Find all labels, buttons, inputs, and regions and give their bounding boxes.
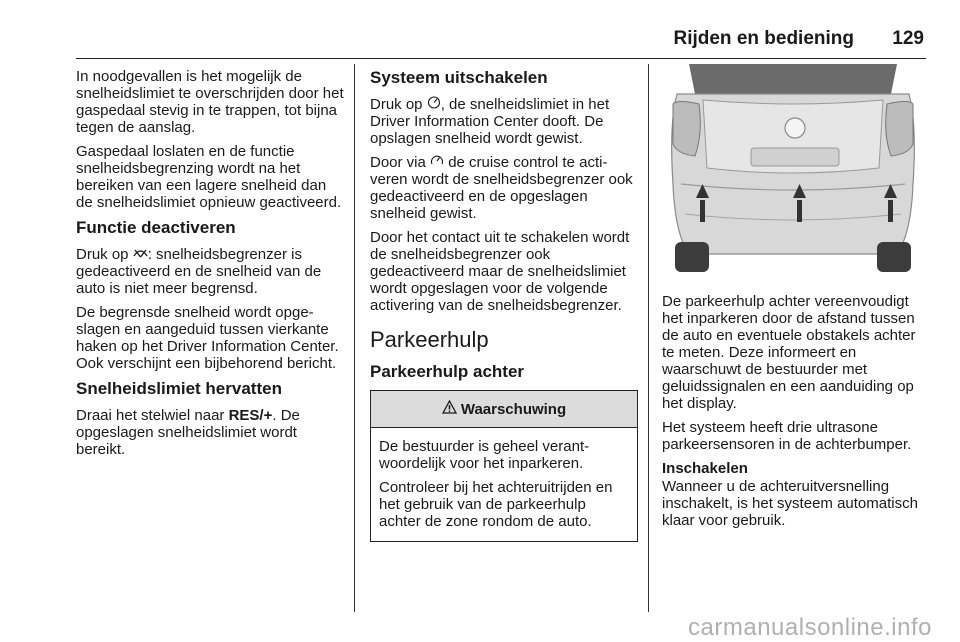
paragraph: In noodgevallen is het mogelijk de snelheidslimiet te overschrijden door het gaspedaal stevig in te trappen, tot bijna tegen de aanslag. [76,68,344,136]
paragraph: Door het contact uit te schakelen wordt de snelheidsbegrenzer ook gedeactiveerd maar de snelheidslimiet wordt opgeslagen voor de volgende activering van de snelheidsbegrenzer. [370,229,630,314]
heading-resume: Snelheidslimiet hervatten [76,379,282,398]
heading-switch-on: Inschakelen [662,460,748,477]
res-label: RES/+ [228,407,273,424]
paragraph: De parkeerhulp achter vereenvoudigt het inparkeren door de afstand tussen de auto en eventuele obstakels achter te meten. Deze informeert en waarschuwt de bestuurder met geluidssignalen en een aanduiding op het display. [662,293,916,412]
cruise-control-icon [430,154,444,171]
heading-parking: Parkeerhulp [370,327,489,352]
car-rear-illustration [659,64,927,284]
speed-limiter-icon [427,96,441,113]
paragraph: Druk op , de snelheidslimiet in het Driver Information Center dooft. De opslagen snelheid wordt gewist. [370,96,610,147]
paragraph: Door via de cruise control te activeren wordt de snelheidsbegrenzer ook gedeactiveerd en de opgeslagen snelheid gewist. [370,154,633,222]
section-title: Rijden en bediening [673,28,854,49]
watermark-logo: carmanualsonline.info [688,614,932,641]
column-left [76,68,344,465]
paragraph: Gaspedaal loslaten en de functie snelheidsbegrenzing wordt na het bereiken van een lagere snelheid dan de snelheidslimiet opnieuw geactiveerd. [76,143,342,211]
warning-text: De bestuurder is geheel verantwoordelijk voor het inparkeren. [379,438,590,472]
warning-header [371,391,637,428]
paragraph: De begrensde snelheid wordt opgeslagen en aangeduid tussen vierkante haken op het Driver Information Center. Ook verschijnt een bijbehorend bericht. [76,304,339,372]
page-number: 129 [892,28,924,49]
warning-box [370,390,638,542]
page-header [76,26,926,59]
paragraph: Draai het stelwiel naar RES/+. De opgeslagen snelheidslimiet wordt bereikt. [76,407,300,458]
heading-system-off: Systeem uitschakelen [370,68,548,87]
column-middle [370,68,638,542]
paragraph: Wanneer u de achteruitversnelling inschakelt, is het systeem automatisch klaar voor gebruik. [662,478,918,529]
heading-parking-rear: Parkeerhulp achter [370,362,525,381]
paragraph: Druk op : snelheidsbegrenzer is gedeactiveerd en de snelheid van de auto is niet meer begrensd. [76,246,322,297]
column-right [662,293,930,536]
warning-text: Controleer bij het achteruitrijden en het gebruik van de parkeerhulp achter de zone rondom de auto. [379,479,613,530]
column-divider [648,64,649,612]
column-divider [354,64,355,612]
heading-deactivate: Functie deactiveren [76,218,236,237]
paragraph: Het systeem heeft drie ultrasone parkeersensoren in de achterbumper. [662,419,912,453]
warning-triangle-icon [442,400,457,418]
speed-limiter-icon [133,246,148,262]
warning-title: Waarschuwing [460,400,567,418]
